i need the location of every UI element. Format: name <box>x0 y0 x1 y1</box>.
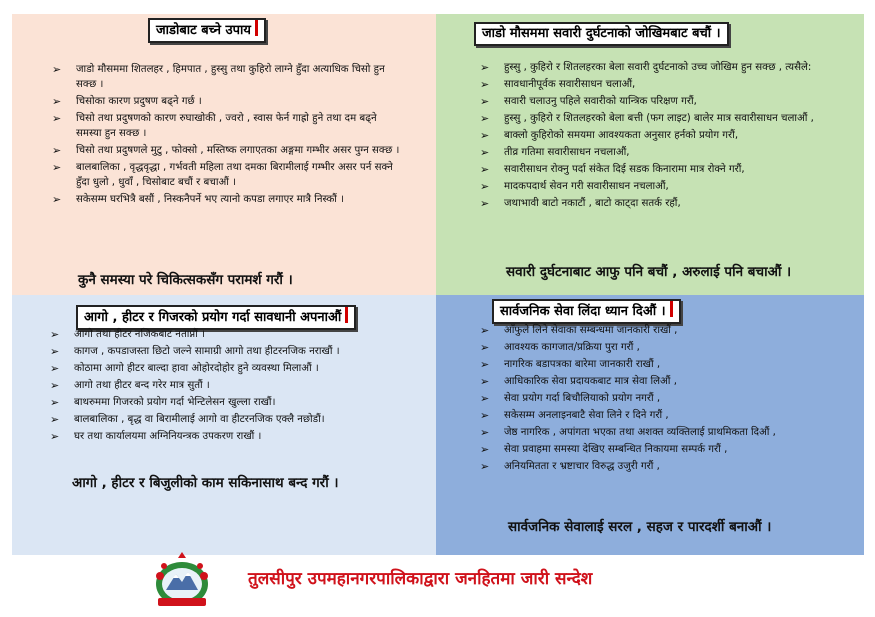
arrow-bullet-icon: ➢ <box>480 392 490 405</box>
list-item <box>480 374 840 389</box>
road-safety-title <box>474 22 729 46</box>
list-item <box>50 429 426 444</box>
arrow-bullet-icon: ➢ <box>480 341 490 354</box>
list-item-text: हुस्सु , कुहिरो र शितलहरका बेला सवारी दुर्घटनाको उच्च जोखिम हुन सक्छ , त्यसैले: <box>504 62 812 73</box>
list-item-text: चिसो तथा प्रदुषणले मुटु , फोक्सो , मस्तिष्क लगाएतका अङ्गमा गम्भीर असर पुग्न सक्छ । <box>76 145 400 156</box>
road-safety-list <box>480 60 850 213</box>
arrow-bullet-icon: ➢ <box>480 61 490 74</box>
list-item-text: सावधानीपूर्वक सवारीसाधन चलाऔं, <box>504 79 636 90</box>
list-item-text: सेवा प्रयोग गर्दा बिचौलियाको प्रयोग नगरौं , <box>504 393 661 404</box>
arrow-bullet-icon: ➢ <box>50 345 60 358</box>
fire-heater-safety-closing: आगो , हीटर र बिजुलीको काम सकिनासाथ बन्द गरौं । <box>72 475 339 491</box>
municipality-emblem-icon <box>142 548 222 612</box>
winter-protection-list <box>52 62 402 209</box>
arrow-bullet-icon: ➢ <box>480 180 490 193</box>
list-item-text: आधिकारिक सेवा प्रदायकबाट मात्र सेवा लिऔं , <box>504 376 677 387</box>
list-item <box>50 412 426 427</box>
winter-protection-closing: कुनै समस्या परे चिकित्सकसँग परामर्श गरौं । <box>78 272 293 288</box>
arrow-bullet-icon: ➢ <box>480 443 490 456</box>
list-item-text: बाथरुममा गिजरको प्रयोग गर्दा भेन्टिलेसन खुल्ला राखौं। <box>74 397 276 408</box>
list-item <box>50 378 426 393</box>
arrow-bullet-icon: ➢ <box>50 362 60 375</box>
list-item-text: चिसोका कारण प्रदुषण बढ्ने गर्छ । <box>76 96 202 107</box>
panel-title-text: सार्वजनिक सेवा लिंदा ध्यान दिऔं । <box>500 304 666 319</box>
list-item <box>52 62 402 92</box>
list-item <box>480 94 850 109</box>
list-item-text: कोठामा आगो हीटर बाल्दा हावा ओहोरदोहोर हुने व्यवस्था मिलाऔं । <box>74 363 319 374</box>
list-item-text: मादकपदार्थ सेवन गरी सवारीसाधन नचलाऔं, <box>504 181 669 192</box>
list-item <box>480 60 850 75</box>
list-item <box>52 192 402 207</box>
fire-heater-safety-panel <box>12 295 436 555</box>
title-accent-bar <box>345 307 348 323</box>
list-item-text: जथाभावी बाटो नकाटौं , बाटो काट्दा सतर्क रहौं, <box>504 198 681 209</box>
arrow-bullet-icon: ➢ <box>50 396 60 409</box>
arrow-bullet-icon: ➢ <box>480 146 490 159</box>
winter-protection-title <box>148 18 266 43</box>
list-item <box>480 408 840 423</box>
arrow-bullet-icon: ➢ <box>480 375 490 388</box>
public-service-list <box>480 323 840 476</box>
list-item-text: बालबालिका , वृद्धवृद्धा , गर्भवती महिला तथा दमका बिरामीलाई गम्भीर असर पर्न सक्ने हुँदा धुलो , धुवाँ , चिसोबाट बचौं र बचाऔं । <box>76 162 393 188</box>
public-service-title <box>492 299 681 324</box>
list-item <box>50 395 426 410</box>
list-item <box>480 442 840 457</box>
list-item-text: अनियमितता र भ्रष्टाचार विरुद्ध उजुरी गरौं , <box>504 461 660 472</box>
arrow-bullet-icon: ➢ <box>50 413 60 426</box>
list-item <box>52 94 402 109</box>
public-service-closing: सार्वजनिक सेवालाई सरल , सहज र पारदर्शी बनाऔं । <box>508 519 772 535</box>
arrow-bullet-icon: ➢ <box>480 426 490 439</box>
arrow-bullet-icon: ➢ <box>480 129 490 142</box>
list-item <box>480 391 840 406</box>
list-item <box>480 459 840 474</box>
arrow-bullet-icon: ➢ <box>480 112 490 125</box>
list-item <box>480 77 850 92</box>
list-item-text: बाक्लो कुहिरोको समयमा आवश्यकता अनुसार हर्नको प्रयोग गरौं, <box>504 130 739 141</box>
road-safety-closing: सवारी दुर्घटनाबाट आफु पनि बचौं , अरुलाई पनि बचाऔं । <box>506 264 792 280</box>
list-item <box>50 361 426 376</box>
arrow-bullet-icon: ➢ <box>50 379 60 392</box>
list-item-text: सकेसम्म घरभित्रै बसौं , निस्कनैपर्ने भए त्यानो कपडा लगाएर मात्रै निस्कौं । <box>76 194 345 205</box>
list-item-text: चिसो तथा प्रदुषणको कारण रुघाखोकी , ज्वरो , स्वास फेर्न गाह्रो हुने तथा दम बढ्ने समस्या हुन सक्छ । <box>76 113 377 139</box>
panel-title-text: जाडो मौसममा सवारी दुर्घटनाको जोखिमबाट बचौं । <box>482 26 721 41</box>
list-item <box>480 196 850 211</box>
arrow-bullet-icon: ➢ <box>480 324 490 337</box>
list-item <box>480 357 840 372</box>
arrow-bullet-icon: ➢ <box>480 460 490 473</box>
list-item-text: जेष्ठ नागरिक , अपांगता भएका तथा अशक्त व्यक्तिलाई प्राथमिकता दिऔं , <box>504 427 776 438</box>
list-item <box>52 160 402 190</box>
list-item <box>50 327 426 342</box>
public-service-panel <box>436 295 864 555</box>
list-item <box>480 111 850 126</box>
arrow-bullet-icon: ➢ <box>52 112 62 125</box>
arrow-bullet-icon: ➢ <box>480 95 490 108</box>
list-item-text: बालबालिका , बृद्ध वा बिरामीलाई आगो वा हीटरनजिक एक्लै नछोडौं। <box>74 414 325 425</box>
list-item <box>50 344 426 359</box>
winter-protection-panel <box>12 14 436 295</box>
arrow-bullet-icon: ➢ <box>480 358 490 371</box>
list-item-text: सवारी चलाउनु पहिले सवारीको यान्त्रिक परिक्षण गरौं, <box>504 96 697 107</box>
list-item-text: नागरिक बडापत्रका बारेमा जानकारी राखौं , <box>504 359 661 370</box>
panel-title-text: जाडोबाट बच्ने उपाय <box>156 23 251 38</box>
arrow-bullet-icon: ➢ <box>52 144 62 157</box>
list-item-text: हुस्सु , कुहिरो र शितलहरको बेला बत्ती (फग लाइट) बालेर मात्र सवारीसाधन चलाऔं , <box>504 113 814 124</box>
list-item-text: आगो तथा हीटर नजिकबाट नताप्नौं । <box>74 329 205 340</box>
arrow-bullet-icon: ➢ <box>52 95 62 108</box>
arrow-bullet-icon: ➢ <box>480 163 490 176</box>
arrow-bullet-icon: ➢ <box>50 328 60 341</box>
list-item <box>480 323 840 338</box>
list-item <box>480 179 850 194</box>
list-item-text: आँफुले लिने सेवाका सम्बन्धमा जानकारी राखौं , <box>504 325 678 336</box>
list-item-text: आवश्यक कागजात/प्रक्रिया पुरा गरौं , <box>504 342 640 353</box>
title-accent-bar <box>255 20 258 36</box>
list-item <box>480 340 840 355</box>
list-item-text: आगो तथा हीटर बन्द गरेर मात्र सुतौं । <box>74 380 210 391</box>
road-safety-panel <box>436 14 864 295</box>
arrow-bullet-icon: ➢ <box>480 409 490 422</box>
list-item-text: सवारीसाधन रोक्नु पर्दा संकेत दिई सडक किनारामा मात्र रोक्ने गरौं, <box>504 164 745 175</box>
list-item-text: जाडो मौसममा शितलहर , हिमपात , हुस्सु तथा कुहिरो लाग्ने हुँदा अत्याधिक चिसो हुन सक्छ । <box>76 64 385 90</box>
list-item <box>480 162 850 177</box>
list-item-text: सकेसम्म अनलाइनबाटै सेवा लिने र दिने गरौं , <box>504 410 669 421</box>
list-item-text: कागज , कपडाजस्ता छिटो जल्ने सामाग्री आगो तथा हीटरनजिक नराखौं । <box>74 346 340 357</box>
panel-title-text: आगो , हीटर र गिजरको प्रयोग गर्दा सावधानी अपनाऔं <box>84 310 342 325</box>
list-item <box>52 111 402 141</box>
fire-heater-safety-list <box>50 327 426 446</box>
arrow-bullet-icon: ➢ <box>52 161 62 174</box>
footer-message: तुलसीपुर उपमहानगरपालिकाद्वारा जनहितमा जारी सन्देश <box>248 569 593 589</box>
list-item-text: सेवा प्रवाहमा समस्या देखिए सम्बन्धित निकायमा सम्पर्क गरौं , <box>504 444 728 455</box>
list-item <box>480 128 850 143</box>
title-accent-bar <box>670 301 673 317</box>
list-item-text: तीव्र गतिमा सवारीसाधन नचलाऔं, <box>504 147 630 158</box>
list-item <box>480 425 840 440</box>
list-item <box>52 143 402 158</box>
arrow-bullet-icon: ➢ <box>52 63 62 76</box>
arrow-bullet-icon: ➢ <box>52 193 62 206</box>
arrow-bullet-icon: ➢ <box>50 430 60 443</box>
list-item-text: घर तथा कार्यालयमा अग्निनियन्त्रक उपकरण राखौं । <box>74 431 262 442</box>
list-item <box>480 145 850 160</box>
arrow-bullet-icon: ➢ <box>480 197 490 210</box>
arrow-bullet-icon: ➢ <box>480 78 490 91</box>
